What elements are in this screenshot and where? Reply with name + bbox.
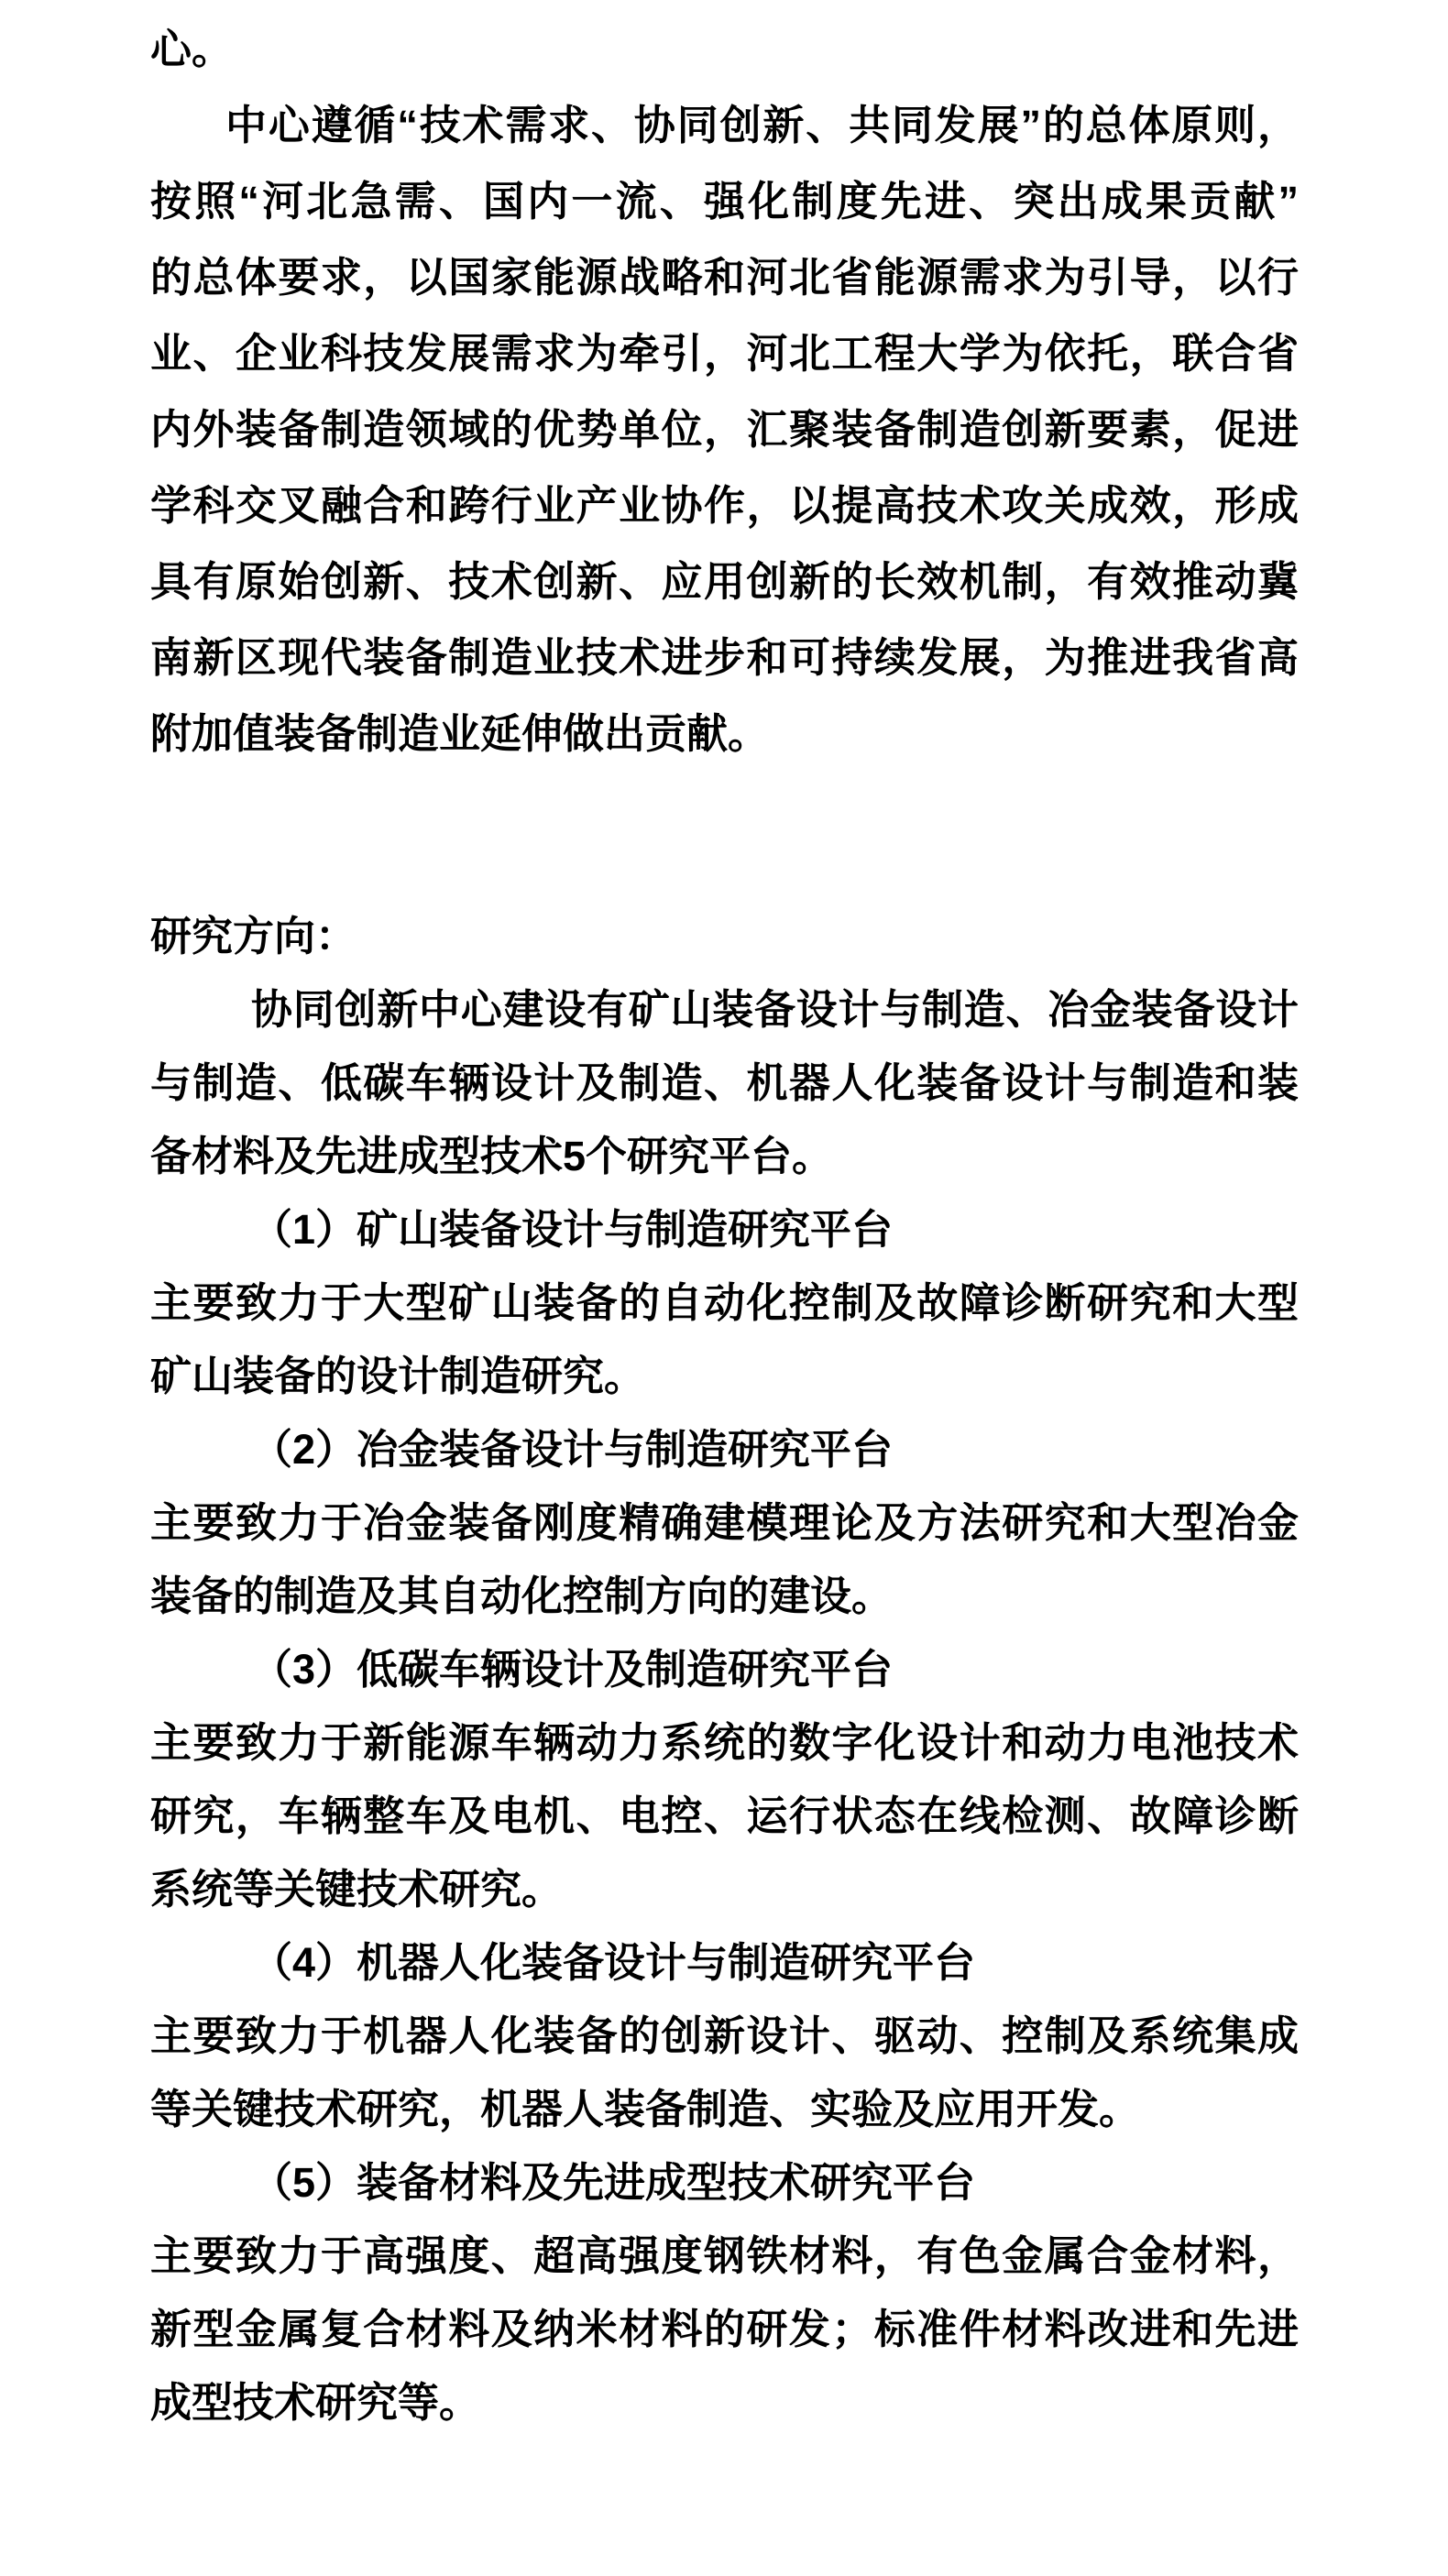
paragraph-line: 系统等关键技术研究。 <box>150 1866 564 1913</box>
paragraph-line: 内外装备制造领域的优势单位，汇聚装备制造创新要素，促进 <box>150 406 1299 453</box>
paragraph-line: 等关键技术研究，机器人装备制造、实验及应用开发。 <box>150 2086 1141 2132</box>
platform-title: （5）装备材料及先进成型技术研究平台 <box>251 2159 976 2206</box>
paragraph-line: 备材料及先进成型技术5个研究平台。 <box>150 1133 834 1179</box>
paragraph-line: 按照“河北急需、国内一流、强化制度先进、突出成果贡献” <box>150 178 1299 225</box>
paragraph-line: 具有原始创新、技术创新、应用创新的长效机制，有效推动冀 <box>150 558 1299 605</box>
paragraph-line: 主要致力于大型矿山装备的自动化控制及故障诊断研究和大型 <box>150 1279 1299 1326</box>
section-heading: 研究方向： <box>150 913 357 959</box>
platform-title: （2）冶金装备设计与制造研究平台 <box>251 1426 894 1473</box>
platform-item-2 <box>150 1413 1299 1633</box>
platform-item-4 <box>150 1926 1299 2146</box>
platform-item-1 <box>150 1193 1299 1413</box>
paragraph-line: 主要致力于机器人化装备的创新设计、驱动、控制及系统集成 <box>150 2012 1299 2059</box>
paragraph-line: 业、企业科技发展需求为牵引，河北工程大学为依托，联合省 <box>150 330 1299 377</box>
paragraph-line: 矿山装备的设计制造研究。 <box>150 1353 646 1399</box>
paragraph-line: 主要致力于新能源车辆动力系统的数字化设计和动力电池技术 <box>150 1719 1299 1766</box>
platform-item-3 <box>150 1633 1299 1926</box>
paragraph-line: 南新区现代装备制造业技术进步和可持续发展，为推进我省高 <box>150 634 1299 681</box>
paragraph-line: 主要致力于冶金装备刚度精确建模理论及方法研究和大型冶金 <box>150 1499 1299 1546</box>
paragraph-line: 中心遵循“技术需求、协同创新、共同发展”的总体原则， <box>225 102 1299 148</box>
paragraph-line: 研究，车辆整车及电机、电控、运行状态在线检测、故障诊断 <box>150 1792 1299 1839</box>
overview-paragraph <box>150 87 1299 772</box>
paragraph-line: 学科交叉融合和跨行业产业协作，以提高技术攻关成效，形成 <box>150 482 1299 529</box>
document-body <box>150 11 1299 2439</box>
platform-item-5 <box>150 2146 1299 2439</box>
research-directions-section <box>150 900 1299 2439</box>
paragraph-line: 附加值装备制造业延伸做出贡献。 <box>150 710 770 757</box>
paragraph-line: 协同创新中心建设有矿山装备设计与制造、冶金装备设计 <box>251 986 1299 1033</box>
paragraph-line: 新型金属复合材料及纳米材料的研发；标准件材料改进和先进 <box>150 2306 1299 2352</box>
paragraph-line: 装备的制造及其自动化控制方向的建设。 <box>150 1573 894 1619</box>
research-intro-paragraph <box>150 973 1299 1193</box>
paragraph-fragment-line: 心。 <box>150 26 234 72</box>
paragraph-line: 主要致力于高强度、超高强度钢铁材料，有色金属合金材料， <box>150 2232 1299 2279</box>
paragraph-line: 与制造、低碳车辆设计及制造、机器人化装备设计与制造和装 <box>150 1059 1299 1106</box>
paragraph-line: 成型技术研究等。 <box>150 2379 481 2426</box>
platform-title: （4）机器人化装备设计与制造研究平台 <box>251 1939 976 1986</box>
platform-title: （3）低碳车辆设计及制造研究平台 <box>251 1646 894 1693</box>
platform-title: （1）矿山装备设计与制造研究平台 <box>251 1206 894 1253</box>
paragraph-line: 的总体要求，以国家能源战略和河北省能源需求为引导，以行 <box>150 254 1299 301</box>
